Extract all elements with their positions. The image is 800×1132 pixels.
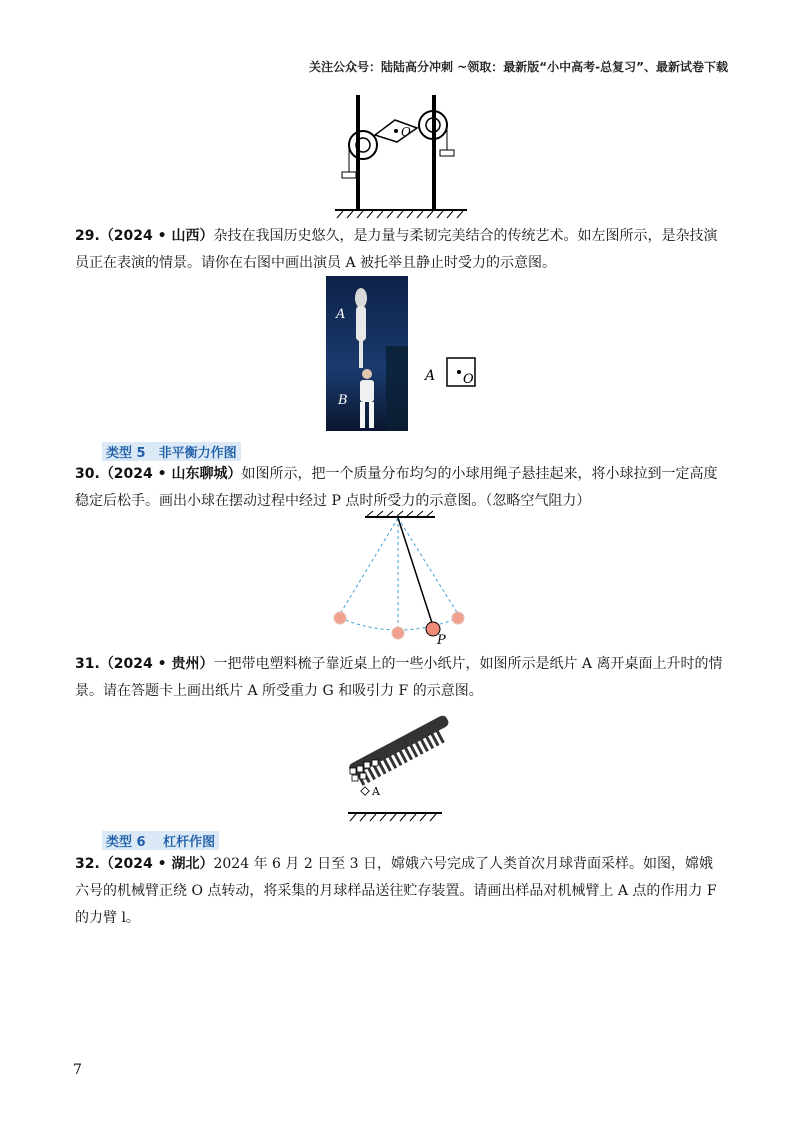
pulley-point-label: O (401, 125, 411, 139)
question-31: 31.（2024 • 贵州）一把带电塑料梳子靠近桌上的一些小纸片，如图所示是纸片 A 离开桌面上升时的情景。请在答题卡上画出纸片 A 所受重力 G 和吸引力 F 的示意图。 (75, 656, 723, 699)
performer-b-label: B (338, 393, 348, 408)
question-30: 30.（2024 • 山东聊城）如图所示，把一个质量分布均匀的小球用绳子悬挂起来，将小球拉到一定高度稳定后松手。画出小球在摆动过程中经过 P 点时所受力的示意图。（忽略空气阻力） (75, 466, 718, 509)
pulley-figure (325, 90, 475, 220)
question-32: 32.（2024 • 湖北）2024 年 6 月 2 日至 3 日，嫦娥六号完成了人类首次月球背面采样。如图，嫦娥六号的机械臂正绕 O 点转动，将采集的月球样品送往贮存装置。请画出样品对机械臂上 A 点的作用力 F 的力臂 l。 (75, 856, 717, 926)
page-header: 关注公众号：陆陆高分冲刺 ~领取：最新版“小中高考-总复习”、最新试卷下载 (309, 60, 728, 74)
pendulum-point-p-label: P (437, 633, 446, 648)
comb-figure (338, 700, 462, 825)
acrobat-photo (326, 276, 408, 431)
force-diagram-box (420, 355, 480, 395)
section-5-title: 类型 5 非平衡力作图 (102, 442, 241, 461)
box-a-label: A (425, 368, 436, 384)
box-point-o-label: O (463, 372, 474, 387)
performer-a-label: A (336, 307, 346, 322)
question-29: 29.（2024 • 山西）杂技在我国历史悠久，是力量与柔韧完美结合的传统艺术。如左图所示，是杂技演员正在表演的情景。请你在右图中画出演员 A 被托举且静止时受力的示意图。 (75, 228, 718, 271)
pendulum-figure (325, 510, 475, 650)
section-6-title: 类型 6 杠杆作图 (102, 831, 219, 850)
paper-a-label: A (372, 785, 380, 798)
page-number: 7 (73, 1062, 82, 1078)
